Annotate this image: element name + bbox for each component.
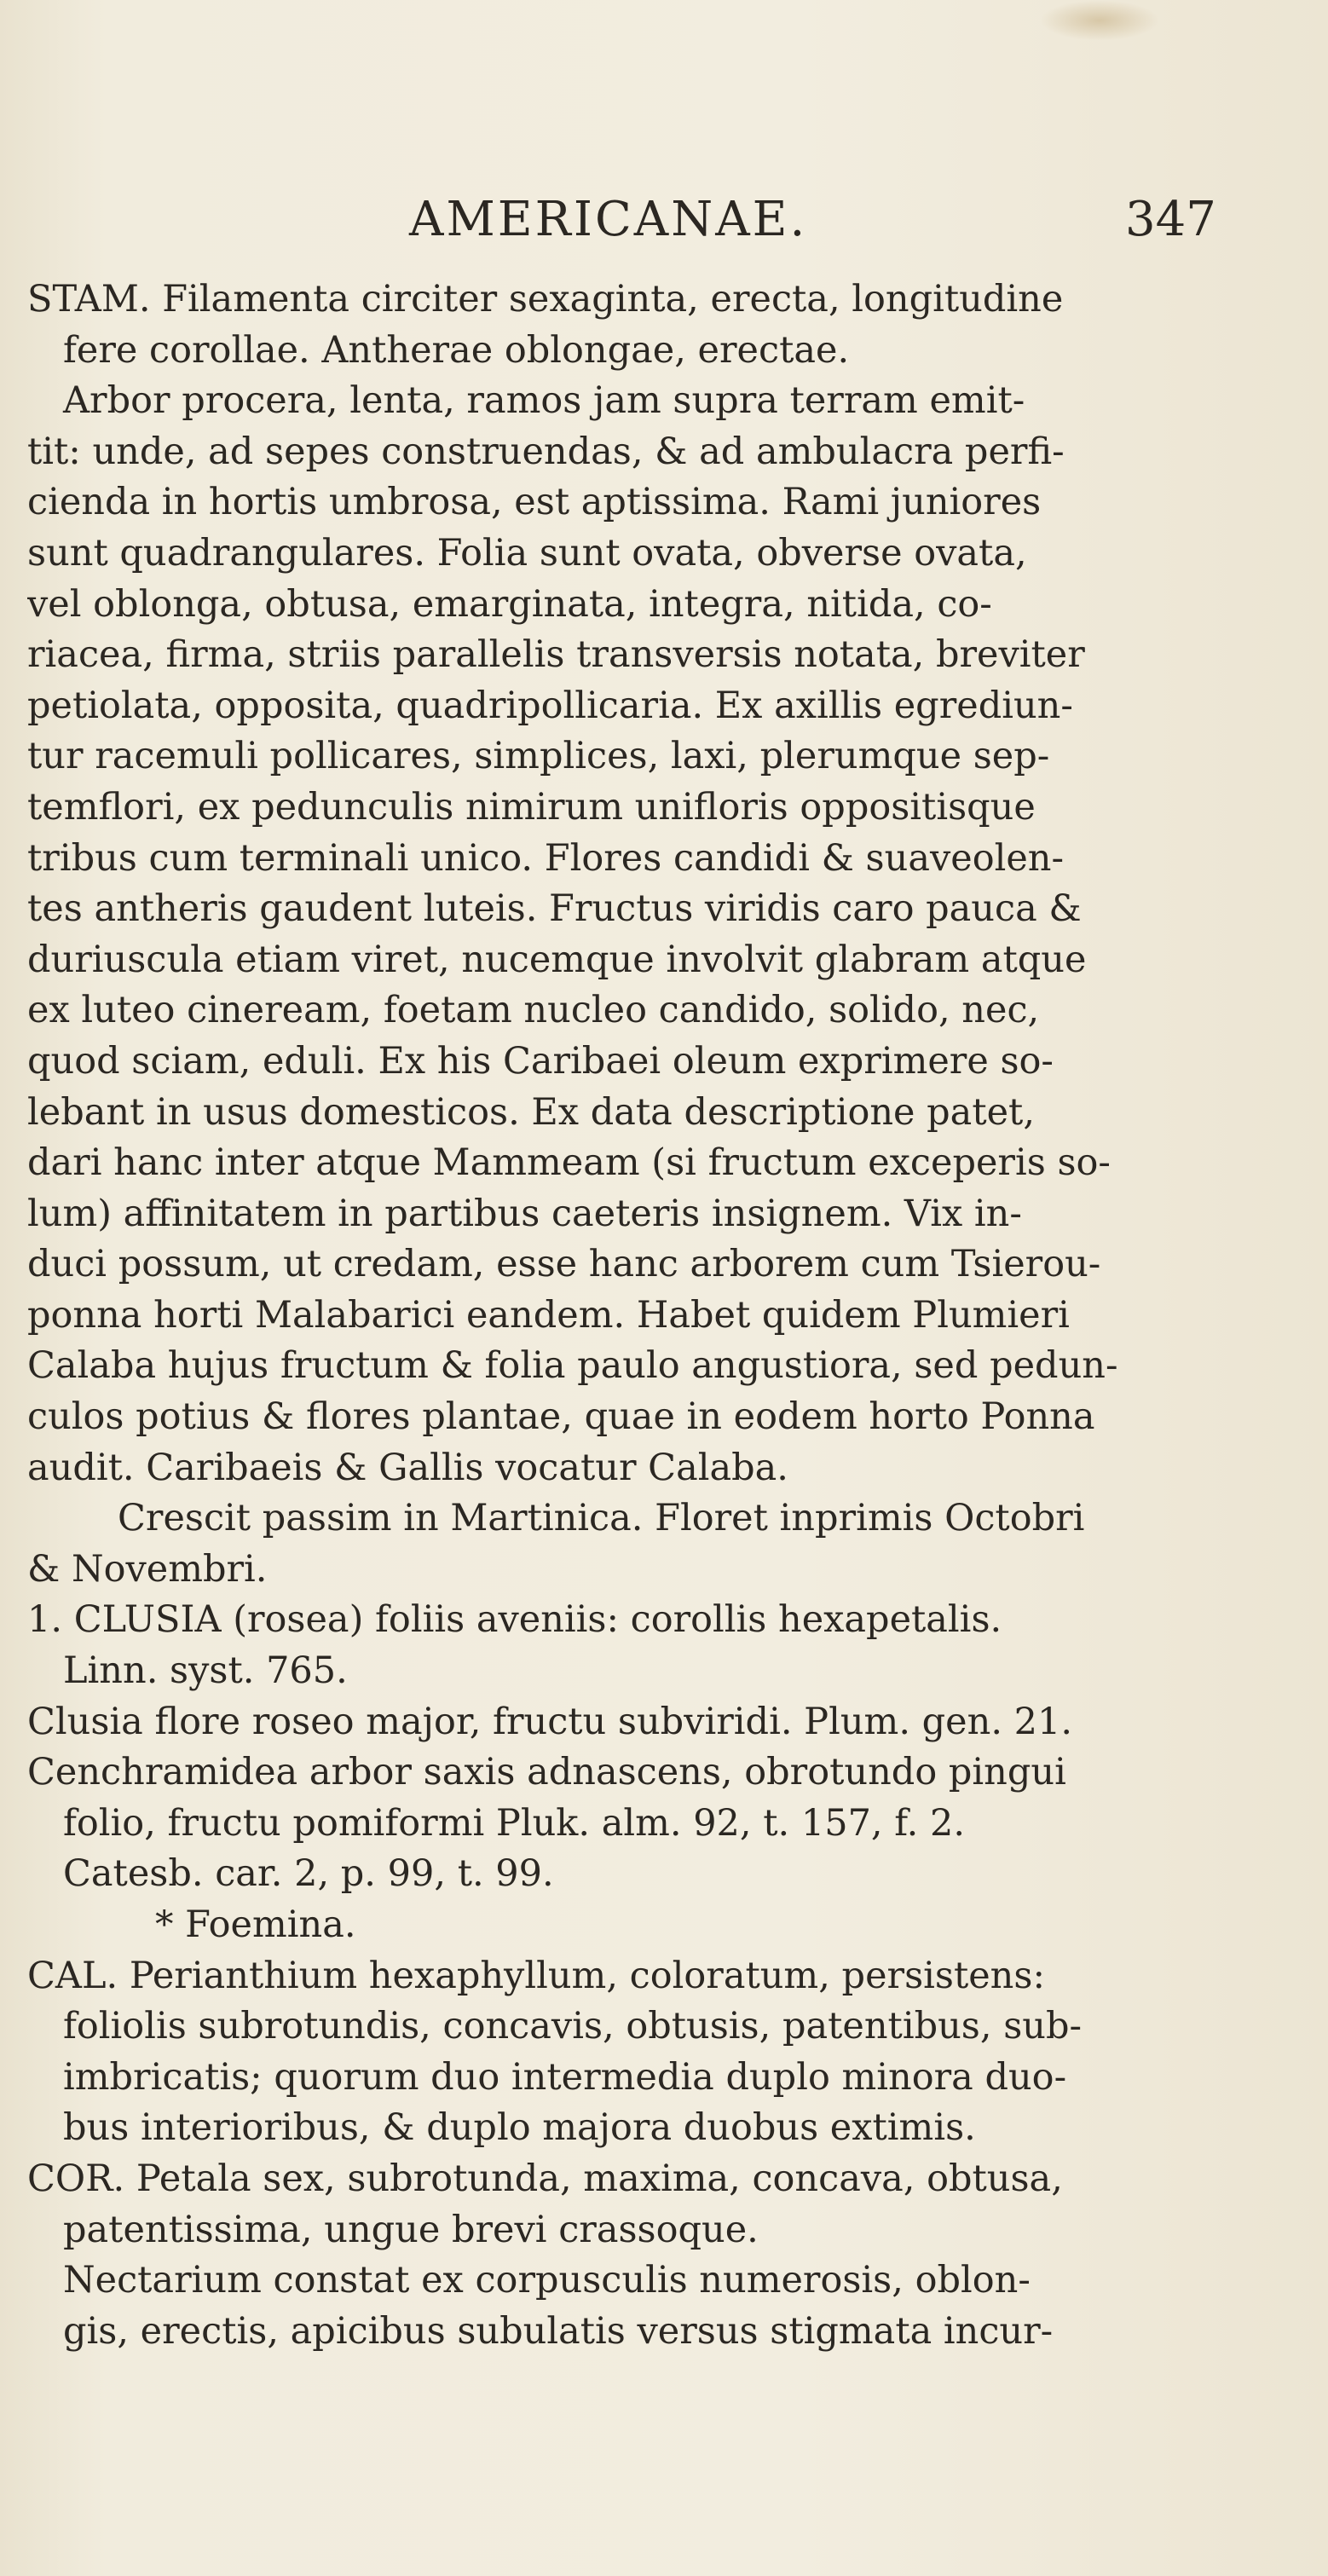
line-text: Nectarium constat ex corpusculis numerosis, oblon- xyxy=(63,2259,1031,2302)
text-line xyxy=(27,1239,1297,1291)
running-head: AMERICANAE. xyxy=(409,192,808,247)
text-line xyxy=(27,1088,1297,1139)
text-line xyxy=(27,1799,1297,1850)
line-text: temflori, ex pedunculis nimirum unifloris oppositisque xyxy=(27,785,1036,829)
text-line xyxy=(27,630,1297,681)
line-text: petiolata, opposita, quadripollicaria. Ex axillis egrediun- xyxy=(27,684,1073,727)
text-line xyxy=(27,1849,1297,1900)
line-text: ponna horti Malabarici eandem. Habet quidem Plumieri xyxy=(27,1293,1070,1337)
text-line xyxy=(27,1037,1297,1088)
text-line xyxy=(27,1138,1297,1189)
text-line xyxy=(27,2307,1297,2358)
line-text: audit. Caribaeis & Gallis vocatur Calaba. xyxy=(27,1446,788,1489)
line-text: riacea, firma, striis parallelis transversis notata, breviter xyxy=(27,633,1085,677)
line-text: gis, erectis, apicibus subulatis versus stigmata incur- xyxy=(63,2309,1054,2353)
text-line xyxy=(27,1443,1297,1494)
section-label: STAM. xyxy=(27,278,151,321)
text-line xyxy=(27,1951,1297,2002)
line-text: * Foemina. xyxy=(155,1903,356,1946)
line-text: Calaba hujus fructum & folia paulo angustiora, sed pedun- xyxy=(27,1344,1118,1388)
text-line xyxy=(27,1189,1297,1240)
text-line xyxy=(27,1291,1297,1342)
text-line xyxy=(27,2154,1297,2205)
line-text: quod sciam, eduli. Ex his Caribaei oleum exprimere so- xyxy=(27,1039,1054,1083)
line-text: Petala sex, subrotunda, maxima, concava, obtusa, xyxy=(124,2157,1063,2200)
text-line xyxy=(27,427,1297,478)
text-line xyxy=(27,1595,1297,1646)
line-text: Clusia flore roseo major, fructu subviridi. Plum. gen. 21. xyxy=(27,1700,1073,1743)
text-line xyxy=(27,1545,1297,1596)
line-text: Crescit passim in Martinica. Floret inprimis Octobri xyxy=(118,1497,1085,1540)
line-text: ex luteo cineream, foetam nucleo candido, solido, nec, xyxy=(27,989,1040,1032)
text-line xyxy=(27,477,1297,528)
line-text: duci possum, ut credam, esse hanc arborem cum Tsierou- xyxy=(27,1243,1101,1286)
text-line xyxy=(27,731,1297,783)
text-line xyxy=(27,1747,1297,1799)
line-text: folio, fructu pomiformi Pluk. alm. 92, t. 157, f. 2. xyxy=(63,1801,966,1845)
line-text: & Novembri. xyxy=(27,1547,268,1591)
text-line xyxy=(27,326,1297,377)
text-line xyxy=(27,1493,1297,1545)
line-text: patentissima, ungue brevi crassoque. xyxy=(63,2208,759,2251)
line-text: sunt quadrangulares. Folia sunt ovata, obverse ovata, xyxy=(27,531,1027,575)
line-text: 1. CLUSIA (rosea) foliis aveniis: corollis hexapetalis. xyxy=(27,1598,1002,1642)
text-line xyxy=(27,783,1297,834)
text-line xyxy=(27,1341,1297,1392)
line-text: bus interioribus, & duplo majora duobus extimis. xyxy=(63,2106,976,2150)
line-text: cienda in hortis umbrosa, est aptissima. Rami juniores xyxy=(27,481,1042,524)
text-line xyxy=(27,884,1297,935)
line-text: tribus cum terminali unico. Flores candidi & suaveolen- xyxy=(27,836,1065,880)
text-line xyxy=(27,2205,1297,2256)
text-line xyxy=(27,985,1297,1037)
line-text: Perianthium hexaphyllum, coloratum, persistens: xyxy=(118,1954,1045,1997)
text-line xyxy=(27,580,1297,631)
line-text: Filamenta circiter sexaginta, erecta, longitudine xyxy=(150,278,1064,321)
text-line xyxy=(27,1697,1297,1748)
text-line xyxy=(27,2103,1297,2154)
text-line xyxy=(27,1900,1297,1951)
page-number: 347 xyxy=(1125,192,1216,247)
text-line xyxy=(27,2053,1297,2104)
text-line xyxy=(27,681,1297,732)
section-label: CAL. xyxy=(27,1954,118,1997)
body-text xyxy=(27,274,1297,2357)
line-text: tit: unde, ad sepes construendas, & ad ambulacra perfi- xyxy=(27,430,1065,473)
text-line xyxy=(27,1392,1297,1443)
text-line xyxy=(27,935,1297,986)
paper-stain xyxy=(1040,0,1159,41)
line-text: tur racemuli pollicares, simplices, laxi, plerumque sep- xyxy=(27,735,1050,778)
line-text: culos potius & flores plantae, quae in eodem horto Ponna xyxy=(27,1395,1095,1439)
line-text: Cenchramidea arbor saxis adnascens, obrotundo pingui xyxy=(27,1751,1066,1794)
line-text: Catesb. car. 2, p. 99, t. 99. xyxy=(63,1852,554,1896)
text-line xyxy=(27,376,1297,427)
line-text: Arbor procera, lenta, ramos jam supra terram emit- xyxy=(63,379,1025,423)
line-text: vel oblonga, obtusa, emarginata, integra, nitida, co- xyxy=(27,582,992,626)
line-text: lebant in usus domesticos. Ex data descriptione patet, xyxy=(27,1090,1035,1134)
line-text: Linn. syst. 765. xyxy=(63,1649,348,1693)
text-line xyxy=(27,1646,1297,1697)
line-text: duriuscula etiam viret, nucemque involvit glabram atque xyxy=(27,938,1087,981)
line-text: tes antheris gaudent luteis. Fructus viridis caro pauca & xyxy=(27,887,1082,931)
line-text: fere corollae. Antherae oblongae, erectae. xyxy=(63,328,850,372)
line-text: dari hanc inter atque Mammeam (si fructum exceperis so- xyxy=(27,1141,1111,1185)
line-text: lum) affinitatem in partibus caeteris insignem. Vix in- xyxy=(27,1192,1022,1235)
section-label: COR. xyxy=(27,2157,125,2200)
text-line xyxy=(27,2001,1297,2053)
line-text: imbricatis; quorum duo intermedia duplo minora duo- xyxy=(63,2055,1067,2099)
page-header xyxy=(0,186,1328,254)
text-line xyxy=(27,274,1297,326)
text-line xyxy=(27,528,1297,580)
text-line xyxy=(27,834,1297,885)
line-text: foliolis subrotundis, concavis, obtusis, patentibus, sub- xyxy=(63,2005,1083,2048)
text-line xyxy=(27,2255,1297,2307)
